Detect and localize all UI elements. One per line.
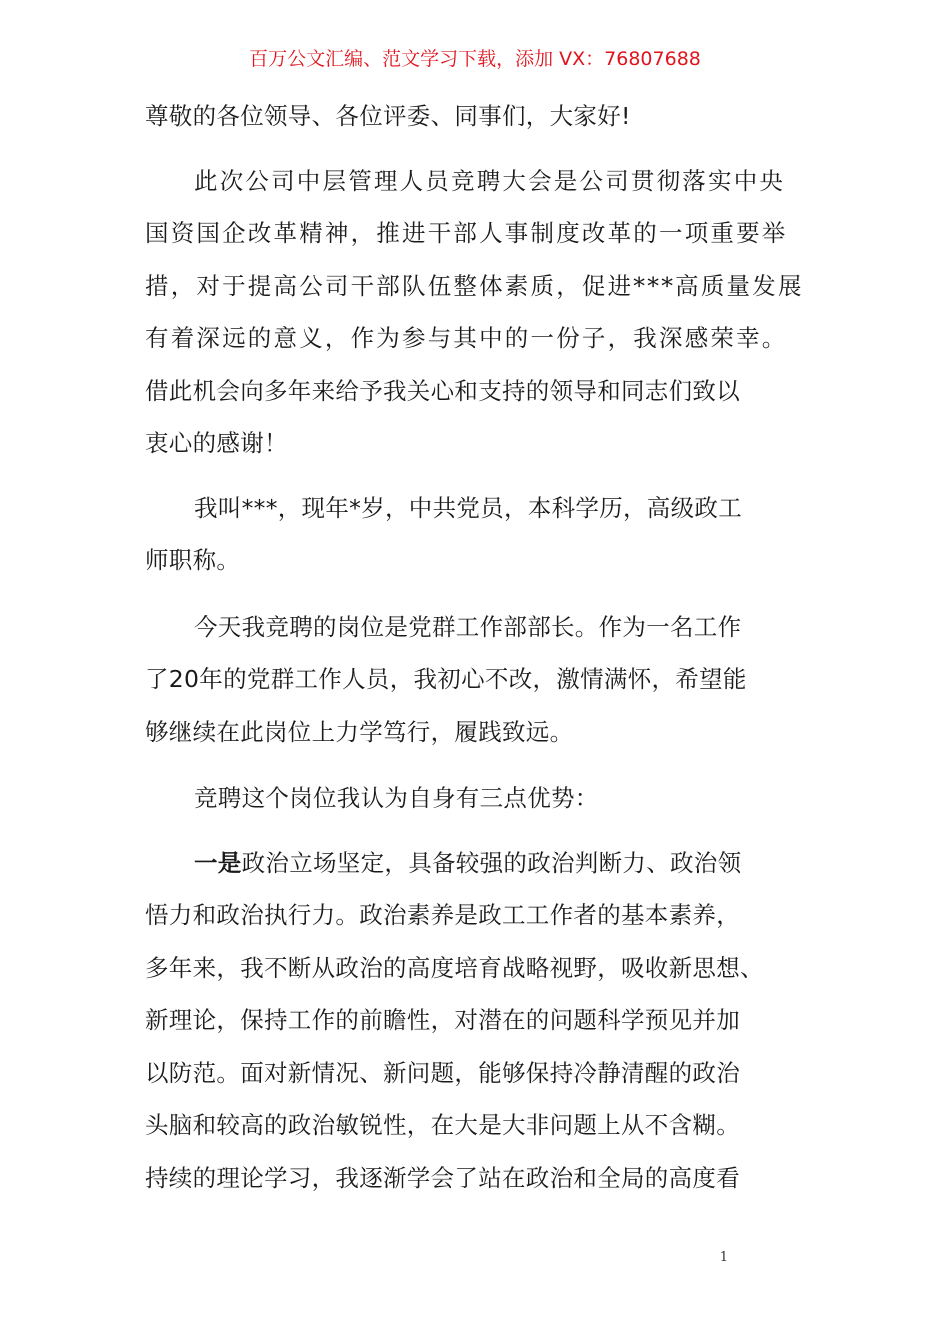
paragraph-line: 有着深远的意义，作为参与其中的一份子，我深感荣幸。 xyxy=(145,324,788,352)
paragraph-line: 多年来，我不断从政治的高度培育战略视野，吸收新思想、 xyxy=(145,953,764,982)
paragraph-line: 措，对于提高公司干部队伍整体素质，促进***高质量发展 xyxy=(145,271,804,300)
salutation: 尊敬的各位领导、各位评委、同事们，大家好! xyxy=(145,102,631,130)
paragraph-line: 够继续在此岗位上力学笃行，履践致远。 xyxy=(145,717,574,746)
document-body xyxy=(145,90,810,1204)
paragraph-line: 了20年的党群工作人员，我初心不改，激情满怀，希望能 xyxy=(145,665,747,693)
paragraph-line: 此次公司中层管理人员竞聘大会是公司贯彻落实中央 xyxy=(194,166,786,195)
paragraph-line: 头脑和较高的政治敏锐性，在大是大非问题上从不含糊。 xyxy=(145,1111,740,1139)
paragraph-advantage-one xyxy=(145,837,810,1205)
paragraph-line: 悟力和政治执行力。政治素养是政工工作者的基本素养， xyxy=(145,901,740,929)
paragraph-line: 衷心的感谢！ xyxy=(145,429,288,457)
paragraph-line: 国资国企改革精神，推进干部人事制度改革的一项重要举 xyxy=(145,219,788,247)
page-number: 1 xyxy=(719,1250,728,1265)
paragraph-position xyxy=(145,601,810,759)
paragraph-line xyxy=(145,837,810,890)
paragraph-advantages-intro xyxy=(145,772,810,825)
paragraph-line: 师职称。 xyxy=(145,546,241,574)
paragraph-intro xyxy=(145,155,810,470)
paragraph-line: 今天我竞聘的岗位是党群工作部部长。作为一名工作 xyxy=(194,612,742,641)
paragraph-line: 竞聘这个岗位我认为自身有三点优势： xyxy=(194,784,599,812)
paragraph-line: 持续的理论学习，我逐渐学会了站在政治和全局的高度看 xyxy=(145,1163,740,1192)
paragraph-line: 我叫***，现年*岁，中共党员，本科学历，高级政工 xyxy=(194,493,742,522)
paragraph-line: 以防范。面对新情况、新问题，能够保持冷静清醒的政治 xyxy=(145,1058,740,1087)
paragraph-line: 借此机会向多年来给予我关心和支持的领导和同志们致以 xyxy=(145,376,740,405)
paragraph-line: 新理论，保持工作的前瞻性，对潜在的问题科学预见并加 xyxy=(145,1006,740,1034)
lead-phrase: 一是 xyxy=(194,848,242,877)
lead-rest: 政治立场坚定，具备较强的政治判断力、政治领 xyxy=(241,848,742,877)
header-banner: 百万公文汇编、范文学习下载，添加 VX：76807688 xyxy=(249,48,701,70)
paragraph-self-intro xyxy=(145,482,810,587)
